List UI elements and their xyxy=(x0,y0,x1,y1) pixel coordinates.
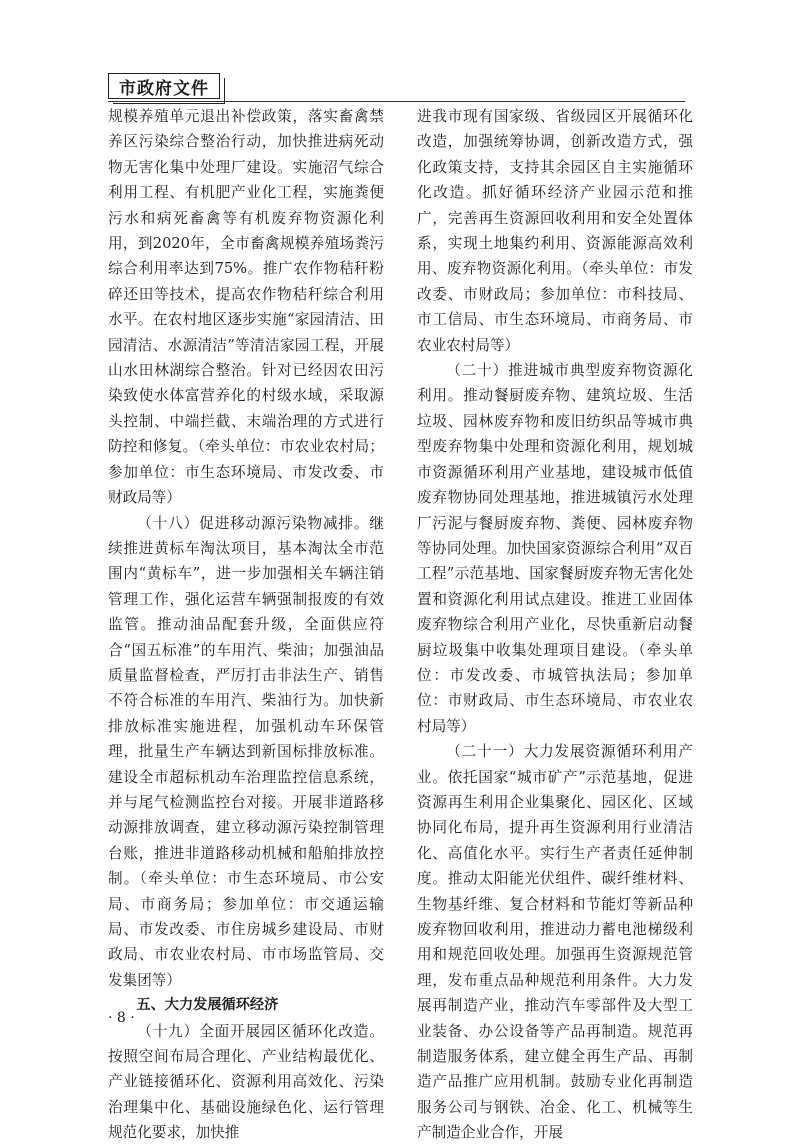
paragraph-item-19-continued: 进我市现有国家级、省级园区开展循环化改造，加强统筹协调，创新改造方式，强化政策支持，支持其余园区自主实施循环化改造。抓好循环经济产业园示范和推广，完善再生资源回收利用和安全处置体系，实现土地集约利用、资源能源高效利用、废弃物资源化利用。（牵头单位：市发改委、市财政局；参加单位：市科技局、市工信局、市生态环境局、市商务局、市农业农村局等） xyxy=(417,108,693,354)
section-heading-5: 五、大力发展循环经济 xyxy=(136,997,279,1014)
paragraph-continued: 规模养殖单元退出补偿政策，落实畜禽禁养区污染综合整治行动，加快推进病死动物无害化集中处理厂建设。实施沼气综合利用工程、有机肥产业化工程，实施粪便污水和病死畜禽等有机废弃物资源化利用，到2020年，全市畜禽规模养殖场粪污综合利用率达到75%。推广农作物秸秆粉碎还田等技术，提高农作物秸秆综合利用水平。在农村地区逐步实施“家园清洁、田园清洁、水源清洁”等清洁家园工程，开展山水田林湖综合整治。针对已经因农田污染致使水体富营养化的村级水域，采取源头控制、中端拦截、末端治理的方式进行防控和修复。（牵头单位：市农业农村局；参加单位：市生态环境局、市发改委、市财政局等） xyxy=(108,108,384,507)
right-column xyxy=(417,104,693,1146)
section-title-box xyxy=(108,73,220,99)
section-title: 市政府文件 xyxy=(119,78,209,99)
paragraph-item-20: （二十）推进城市典型废弃物资源化利用。推动餐厨废弃物、建筑垃圾、生活垃圾、园林废弃物和废旧纺织品等城市典型废弃物集中处理和资源化利用，规划城市资源循环利用产业基地，建设城市低值废弃物协同处理基地，推进城镇污水处理厂污泥与餐厨废弃物、粪便、园林废弃物等协同处理。加快国家资源综合利用“双百工程”示范基地、国家餐厨废弃物无害化处置和资源化利用试点建设。推进工业固体废弃物综合利用产业化，尽快重新启动餐厨垃圾集中收集处理项目建设。（牵头单位：市发改委、市城管执法局；参加单位：市财政局、市生态环境局、市农业农村局等） xyxy=(417,362,693,735)
left-column xyxy=(108,104,384,1146)
paragraph-item-21: （二十一）大力发展资源循环利用产业。依托国家“城市矿产”示范基地，促进资源再生利用企业集聚化、园区化、区域协同化布局，提升再生资源利用行业清洁化、高值化水平。实行生产者责任延伸制度。推动太阳能光伏组件、碳纤维材料、生物基纤维、复合材料和节能灯等新品种废弃物回收利用，推进动力蓄电池梯级利用和规范回收处理。加强再生资源规范管理，发布重点品种规范利用条件。大力发展再制造产业，推动汽车零部件及大型工业装备、办公设备等产品再制造。规范再制造服务体系，建立健全再生产品、再制造产品推广应用机制。鼓励专业化再制造服务公司与钢铁、冶金、化工、机械等生产制造企业合作，开展 xyxy=(417,743,693,1142)
paragraph-item-19: （十九）全面开展园区循环化改造。按照空间布局合理化、产业结构最优化、产业链接循环化、资源利用高效化、污染治理集中化、基础设施绿色化、运行管理规范化要求，加快推 xyxy=(108,1022,384,1142)
page-number: · 8 · xyxy=(108,1010,135,1026)
paragraph-item-18: （十八）促进移动源污染物减排。继续推进黄标车淘汰项目，基本淘汰全市范围内“黄标车”，进一步加强相关车辆注销管理工作，强化运营车辆强制报废的有效监管。推动油品配套升级，全面供应符合“国五标准”的车用汽、柴油；加强油品质量监督检查，严厉打击非法生产、销售不符合标准的车用汽、柴油行为。加快新排放标准实施进程，加强机动车环保管理，批量生产车辆达到新国标排放标准。建设全市超标机动车治理监控信息系统，并与尾气检测监控台对接。开展非道路移动源排放调查，建立移动源污染控制管理台账，推进非道路移动机械和船舶排放控制。（牵头单位：市生态环境局、市公安局、市商务局；参加单位：市交通运输局、市发改委、市住房城乡建设局、市财政局、市农业农村局、市市场监管局、交发集团等） xyxy=(108,514,384,989)
header-divider xyxy=(108,101,685,102)
